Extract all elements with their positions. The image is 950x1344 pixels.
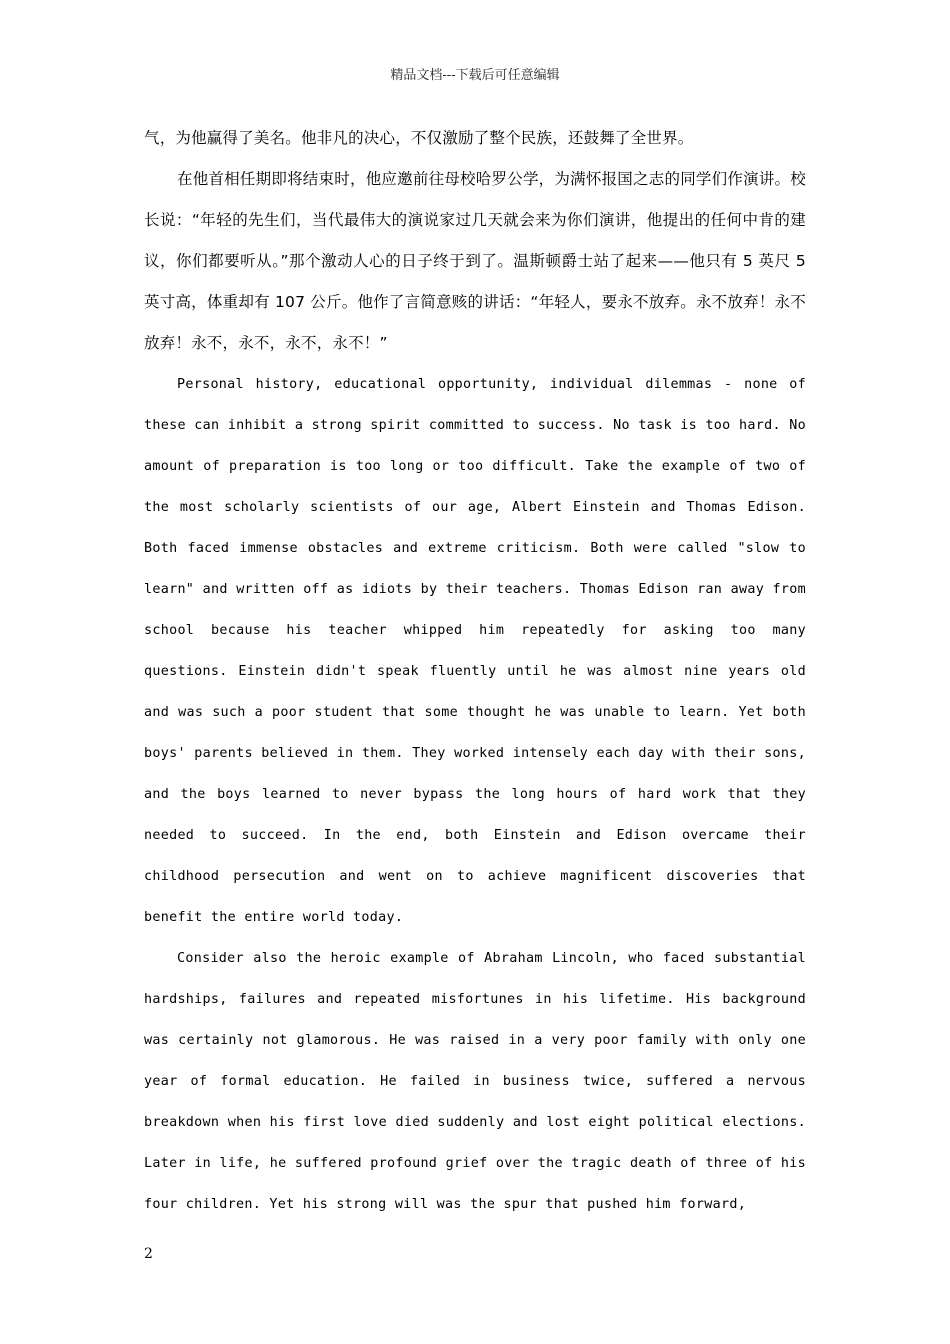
page-number: 2 [144, 1246, 153, 1262]
paragraph-cn-2: 在他首相任期即将结束时，他应邀前往母校哈罗公学，为满怀报国之志的同学们作演讲。校长说：“年轻的先生们，当代最伟大的演说家过几天就会来为你们演讲，他提出的任何中肯的建议，你们都要听从。”那个激动人心的日子终于到了。温斯顿爵士站了起来——他只有 5 英尺 5 英寸高，体重却有 107 公斤。他作了言简意赅的讲话：“年轻人，要永不放弃。永不放弃！永不放弃！永不，永不，永不，永不！” [144, 170, 806, 352]
paragraph-en-1: Personal history, educational opportunity, individual dilemmas - none of these can inhibit a strong spirit committed to success. No task is too hard. No amount of preparation is too long or too difficult. Take the example of two of the most scholarly scientists of our age, Albert Einstein and Thomas Edison. Both faced immense obstacles and extreme criticism. Both were called "slow to learn" and written off as idiots by their teachers. Thomas Edison ran away from school because his teacher whipped him repeatedly for asking too many questions. Einstein didn't speak fluently until he was almost nine years old and was such a poor student that some thought he was unable to learn. Yet both boys' parents believed in them. They worked intensely each day with their sons, and the boys learned to never bypass the long hours of hard work that they needed to succeed. In the end, both Einstein and Edison overcame their childhood persecution and went on to achieve magnificent discoveries that benefit the entire world today. [144, 377, 806, 925]
page-header: 精品文档---下载后可任意编辑 [390, 68, 560, 83]
paragraph-en-2: Consider also the heroic example of Abraham Lincoln, who faced substantial hardships, failures and repeated misfortunes in his lifetime. His background was certainly not glamorous. He was raised in a very poor family with only one year of formal education. He failed in business twice, suffered a nervous breakdown when his first love died suddenly and lost eight political elections. Later in life, he suffered profound grief over the tragic death of three of his four children. Yet his strong will was the spur that pushed him forward, [144, 951, 806, 1212]
paragraph-cn-1: 气，为他赢得了美名。他非凡的决心，不仅激励了整个民族，还鼓舞了全世界。 [144, 129, 694, 147]
document-body [144, 118, 806, 1225]
